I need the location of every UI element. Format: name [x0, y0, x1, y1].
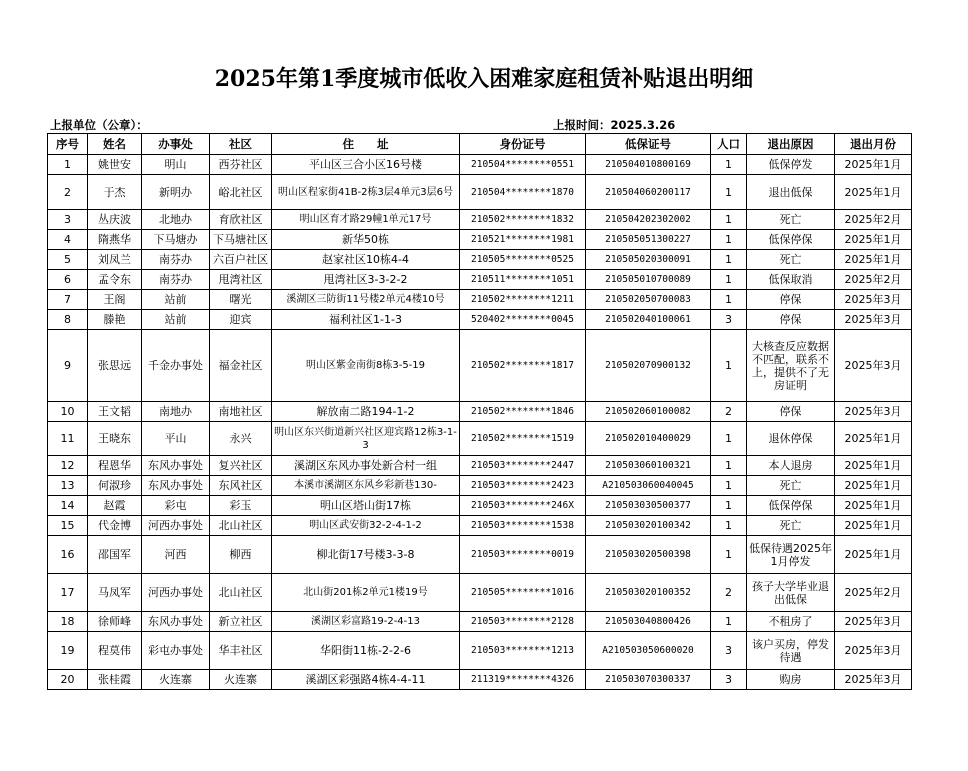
cell-reason: 停保 [747, 310, 835, 330]
cell-reason: 低保取消 [747, 270, 835, 290]
cell-id: 210521********1981 [460, 230, 586, 250]
cell-name: 丛庆波 [88, 210, 142, 230]
table-header-row [48, 134, 912, 155]
cell-no: 19 [48, 632, 88, 670]
col-header: 住 址 [272, 134, 460, 155]
cell-welfare: 210502060100082 [586, 402, 711, 422]
cell-no: 4 [48, 230, 88, 250]
cell-address: 溪湖区彩富路19-2-4-13 [272, 612, 460, 632]
cell-id: 211319********4326 [460, 670, 586, 690]
cell-office: 南芬办 [142, 270, 210, 290]
cell-office: 彩屯办事处 [142, 632, 210, 670]
table-row [48, 330, 912, 402]
cell-community: 火连寨 [210, 670, 272, 690]
cell-address: 华阳街11栋-2-2-6 [272, 632, 460, 670]
cell-name: 张桂霞 [88, 670, 142, 690]
col-header: 身份证号 [460, 134, 586, 155]
col-header: 办事处 [142, 134, 210, 155]
cell-reason: 死亡 [747, 250, 835, 270]
table-row [48, 155, 912, 175]
cell-pop: 1 [711, 476, 747, 496]
cell-pop: 2 [711, 574, 747, 612]
cell-welfare: 210502050700083 [586, 290, 711, 310]
cell-address: 明山区武安街32-2-4-1-2 [272, 516, 460, 536]
cell-pop: 1 [711, 270, 747, 290]
col-header: 低保证号 [586, 134, 711, 155]
cell-office: 北地办 [142, 210, 210, 230]
col-header: 序号 [48, 134, 88, 155]
cell-id: 210502********1519 [460, 422, 586, 456]
cell-name: 王晓东 [88, 422, 142, 456]
cell-welfare: 210503020500398 [586, 536, 711, 574]
cell-name: 于杰 [88, 175, 142, 210]
cell-month: 2025年3月 [835, 402, 912, 422]
cell-welfare: 210504060200117 [586, 175, 711, 210]
cell-id: 210511********1051 [460, 270, 586, 290]
cell-name: 王阁 [88, 290, 142, 310]
col-header: 姓名 [88, 134, 142, 155]
cell-community: 彩玉 [210, 496, 272, 516]
cell-id: 210504********1870 [460, 175, 586, 210]
cell-office: 彩屯 [142, 496, 210, 516]
cell-office: 新明办 [142, 175, 210, 210]
table-row [48, 476, 912, 496]
cell-name: 张思远 [88, 330, 142, 402]
cell-name: 程恩华 [88, 456, 142, 476]
document-title: 2025年第1季度城市低收入困难家庭租赁补贴退出明细 [214, 66, 754, 92]
cell-name: 滕艳 [88, 310, 142, 330]
cell-pop: 2 [711, 402, 747, 422]
cell-name: 隋燕华 [88, 230, 142, 250]
cell-office: 千金办事处 [142, 330, 210, 402]
reporting-unit-label: 上报单位（公章）： [50, 118, 148, 132]
table-row [48, 670, 912, 690]
cell-month: 2025年1月 [835, 536, 912, 574]
cell-name: 邵国军 [88, 536, 142, 574]
cell-reason: 停保 [747, 290, 835, 310]
cell-welfare: A210503050600020 [586, 632, 711, 670]
cell-no: 17 [48, 574, 88, 612]
cell-address: 平山区三合小区16号楼 [272, 155, 460, 175]
cell-community: 迎宾 [210, 310, 272, 330]
cell-month: 2025年1月 [835, 250, 912, 270]
cell-month: 2025年1月 [835, 155, 912, 175]
report-time [553, 117, 675, 133]
cell-office: 南地办 [142, 402, 210, 422]
cell-reason: 退出低保 [747, 175, 835, 210]
cell-community: 新立社区 [210, 612, 272, 632]
cell-address: 溪湖区彩强路4栋4-4-11 [272, 670, 460, 690]
cell-no: 16 [48, 536, 88, 574]
cell-community: 华丰社区 [210, 632, 272, 670]
cell-address: 明山区东兴街道新兴社区迎宾路12栋3-1-3 [272, 422, 460, 456]
cell-address: 溪湖区三防街11号楼2单元4楼10号 [272, 290, 460, 310]
cell-month: 2025年3月 [835, 612, 912, 632]
cell-community: 西芬社区 [210, 155, 272, 175]
cell-name: 何淑珍 [88, 476, 142, 496]
cell-id: 210503********2423 [460, 476, 586, 496]
cell-welfare: 210503020100352 [586, 574, 711, 612]
cell-pop: 1 [711, 210, 747, 230]
cell-community: 永兴 [210, 422, 272, 456]
cell-no: 5 [48, 250, 88, 270]
exit-detail-table [47, 133, 912, 690]
cell-community: 曙光 [210, 290, 272, 310]
cell-month: 2025年1月 [835, 230, 912, 250]
cell-name: 代金博 [88, 516, 142, 536]
cell-pop: 1 [711, 612, 747, 632]
cell-community: 北山社区 [210, 516, 272, 536]
table-row [48, 270, 912, 290]
cell-pop: 3 [711, 632, 747, 670]
cell-no: 20 [48, 670, 88, 690]
cell-welfare: 210505020300091 [586, 250, 711, 270]
cell-no: 13 [48, 476, 88, 496]
cell-no: 14 [48, 496, 88, 516]
cell-reason: 死亡 [747, 210, 835, 230]
cell-office: 东风办事处 [142, 476, 210, 496]
cell-welfare: 210505010700089 [586, 270, 711, 290]
cell-community: 下马塘社区 [210, 230, 272, 250]
cell-reason: 低保停保 [747, 496, 835, 516]
cell-welfare: 210502010400029 [586, 422, 711, 456]
cell-reason: 不租房了 [747, 612, 835, 632]
cell-office: 南芬办 [142, 250, 210, 270]
cell-no: 8 [48, 310, 88, 330]
cell-pop: 1 [711, 155, 747, 175]
cell-id: 210504********0551 [460, 155, 586, 175]
cell-welfare: 210505051300227 [586, 230, 711, 250]
cell-welfare: 210503040800426 [586, 612, 711, 632]
cell-month: 2025年1月 [835, 476, 912, 496]
cell-office: 下马塘办 [142, 230, 210, 250]
report-time-label: 上报时间： [553, 118, 611, 132]
cell-no: 11 [48, 422, 88, 456]
cell-welfare: 210504010800169 [586, 155, 711, 175]
cell-no: 7 [48, 290, 88, 310]
cell-reason: 低保停保 [747, 230, 835, 250]
col-header: 社区 [210, 134, 272, 155]
cell-address: 明山区塔山街17栋 [272, 496, 460, 516]
cell-name: 徐师峰 [88, 612, 142, 632]
cell-month: 2025年3月 [835, 670, 912, 690]
cell-reason: 大核查反应数据不匹配，联系不上，提供不了无房证明 [747, 330, 835, 402]
cell-name: 程莫伟 [88, 632, 142, 670]
cell-community: 东风社区 [210, 476, 272, 496]
cell-month: 2025年2月 [835, 210, 912, 230]
cell-office: 河西办事处 [142, 574, 210, 612]
cell-month: 2025年3月 [835, 310, 912, 330]
cell-office: 火连寨 [142, 670, 210, 690]
cell-pop: 1 [711, 230, 747, 250]
cell-address: 解放南二路194-1-2 [272, 402, 460, 422]
cell-community: 福金社区 [210, 330, 272, 402]
table-row [48, 250, 912, 270]
table-row [48, 496, 912, 516]
cell-community: 复兴社区 [210, 456, 272, 476]
cell-address: 明山区紫金南街8栋3-5-19 [272, 330, 460, 402]
table-row [48, 310, 912, 330]
table-row [48, 632, 912, 670]
cell-month: 2025年3月 [835, 330, 912, 402]
cell-no: 15 [48, 516, 88, 536]
cell-welfare: 210503070300337 [586, 670, 711, 690]
cell-name: 刘凤兰 [88, 250, 142, 270]
cell-name: 赵霞 [88, 496, 142, 516]
cell-pop: 1 [711, 496, 747, 516]
cell-address: 明山区育才路29幢1单元17号 [272, 210, 460, 230]
table-row [48, 516, 912, 536]
cell-pop: 1 [711, 422, 747, 456]
table-row [48, 210, 912, 230]
table-row [48, 536, 912, 574]
cell-id: 210502********1817 [460, 330, 586, 402]
cell-office: 平山 [142, 422, 210, 456]
cell-no: 12 [48, 456, 88, 476]
col-header: 退出月份 [835, 134, 912, 155]
cell-id: 210503********1213 [460, 632, 586, 670]
cell-address: 柳北街17号楼3-3-8 [272, 536, 460, 574]
cell-no: 1 [48, 155, 88, 175]
table-row [48, 230, 912, 250]
cell-community: 峪北社区 [210, 175, 272, 210]
cell-pop: 3 [711, 310, 747, 330]
cell-reason: 孩子大学毕业退出低保 [747, 574, 835, 612]
col-header: 人口 [711, 134, 747, 155]
cell-no: 2 [48, 175, 88, 210]
cell-office: 东风办事处 [142, 612, 210, 632]
cell-id: 210502********1211 [460, 290, 586, 310]
cell-id: 210505********1016 [460, 574, 586, 612]
cell-id: 210503********246X [460, 496, 586, 516]
cell-reason: 停保 [747, 402, 835, 422]
cell-month: 2025年1月 [835, 496, 912, 516]
cell-month: 2025年2月 [835, 574, 912, 612]
cell-community: 南地社区 [210, 402, 272, 422]
cell-id: 210503********1538 [460, 516, 586, 536]
cell-reason: 本人退房 [747, 456, 835, 476]
table-row [48, 456, 912, 476]
cell-month: 2025年1月 [835, 456, 912, 476]
cell-reason: 低保待遇2025年1月停发 [747, 536, 835, 574]
cell-welfare: 210503060100321 [586, 456, 711, 476]
cell-address: 赵家社区10栋4-4 [272, 250, 460, 270]
cell-name: 孟令东 [88, 270, 142, 290]
cell-id: 210502********1832 [460, 210, 586, 230]
cell-welfare: 210502040100061 [586, 310, 711, 330]
cell-welfare: A210503060040045 [586, 476, 711, 496]
cell-id: 210502********1846 [460, 402, 586, 422]
cell-office: 东风办事处 [142, 456, 210, 476]
cell-welfare: 210502070900132 [586, 330, 711, 402]
cell-pop: 1 [711, 290, 747, 310]
cell-office: 站前 [142, 310, 210, 330]
cell-no: 9 [48, 330, 88, 402]
cell-name: 姚世安 [88, 155, 142, 175]
table-row [48, 574, 912, 612]
cell-reason: 退休停保 [747, 422, 835, 456]
cell-month: 2025年3月 [835, 632, 912, 670]
cell-reason: 该户买房，停发待遇 [747, 632, 835, 670]
cell-office: 河西 [142, 536, 210, 574]
cell-office: 明山 [142, 155, 210, 175]
cell-address: 明山区程家街41B-2栋3层4单元3层6号 [272, 175, 460, 210]
cell-office: 河西办事处 [142, 516, 210, 536]
cell-month: 2025年1月 [835, 516, 912, 536]
cell-address: 北山街201栋2单元1楼19号 [272, 574, 460, 612]
cell-id: 210505********0525 [460, 250, 586, 270]
table-row [48, 422, 912, 456]
cell-name: 王文韬 [88, 402, 142, 422]
cell-month: 2025年1月 [835, 422, 912, 456]
cell-reason: 低保停发 [747, 155, 835, 175]
cell-id: 210503********2447 [460, 456, 586, 476]
cell-pop: 1 [711, 330, 747, 402]
cell-pop: 1 [711, 250, 747, 270]
cell-office: 站前 [142, 290, 210, 310]
cell-pop: 1 [711, 456, 747, 476]
cell-community: 北山社区 [210, 574, 272, 612]
cell-month: 2025年3月 [835, 290, 912, 310]
cell-id: 210503********2128 [460, 612, 586, 632]
cell-address: 福利社区1-1-3 [272, 310, 460, 330]
table-row [48, 290, 912, 310]
cell-name: 马凤军 [88, 574, 142, 612]
report-time-value: 2025.3.26 [610, 118, 676, 132]
cell-address: 新华50栋 [272, 230, 460, 250]
cell-community: 柳西 [210, 536, 272, 574]
cell-id: 210503********0019 [460, 536, 586, 574]
table-row [48, 402, 912, 422]
cell-address: 甩湾社区3-3-2-2 [272, 270, 460, 290]
cell-address: 溪湖区东风办事处新合村一组 [272, 456, 460, 476]
cell-reason: 购房 [747, 670, 835, 690]
col-header: 退出原因 [747, 134, 835, 155]
cell-reason: 死亡 [747, 476, 835, 496]
cell-pop: 1 [711, 536, 747, 574]
cell-no: 18 [48, 612, 88, 632]
cell-address: 本溪市溪湖区东风乡彩新巷130- [272, 476, 460, 496]
cell-community: 六百户社区 [210, 250, 272, 270]
cell-pop: 1 [711, 175, 747, 210]
cell-month: 2025年1月 [835, 175, 912, 210]
cell-community: 育欣社区 [210, 210, 272, 230]
cell-no: 6 [48, 270, 88, 290]
cell-id: 520402********0045 [460, 310, 586, 330]
cell-welfare: 210504202302002 [586, 210, 711, 230]
table-row [48, 175, 912, 210]
cell-reason: 死亡 [747, 516, 835, 536]
cell-community: 甩湾社区 [210, 270, 272, 290]
cell-welfare: 210503020100342 [586, 516, 711, 536]
cell-month: 2025年2月 [835, 270, 912, 290]
cell-no: 3 [48, 210, 88, 230]
cell-welfare: 210503030500377 [586, 496, 711, 516]
table-row [48, 612, 912, 632]
cell-no: 10 [48, 402, 88, 422]
cell-pop: 3 [711, 670, 747, 690]
cell-pop: 1 [711, 516, 747, 536]
